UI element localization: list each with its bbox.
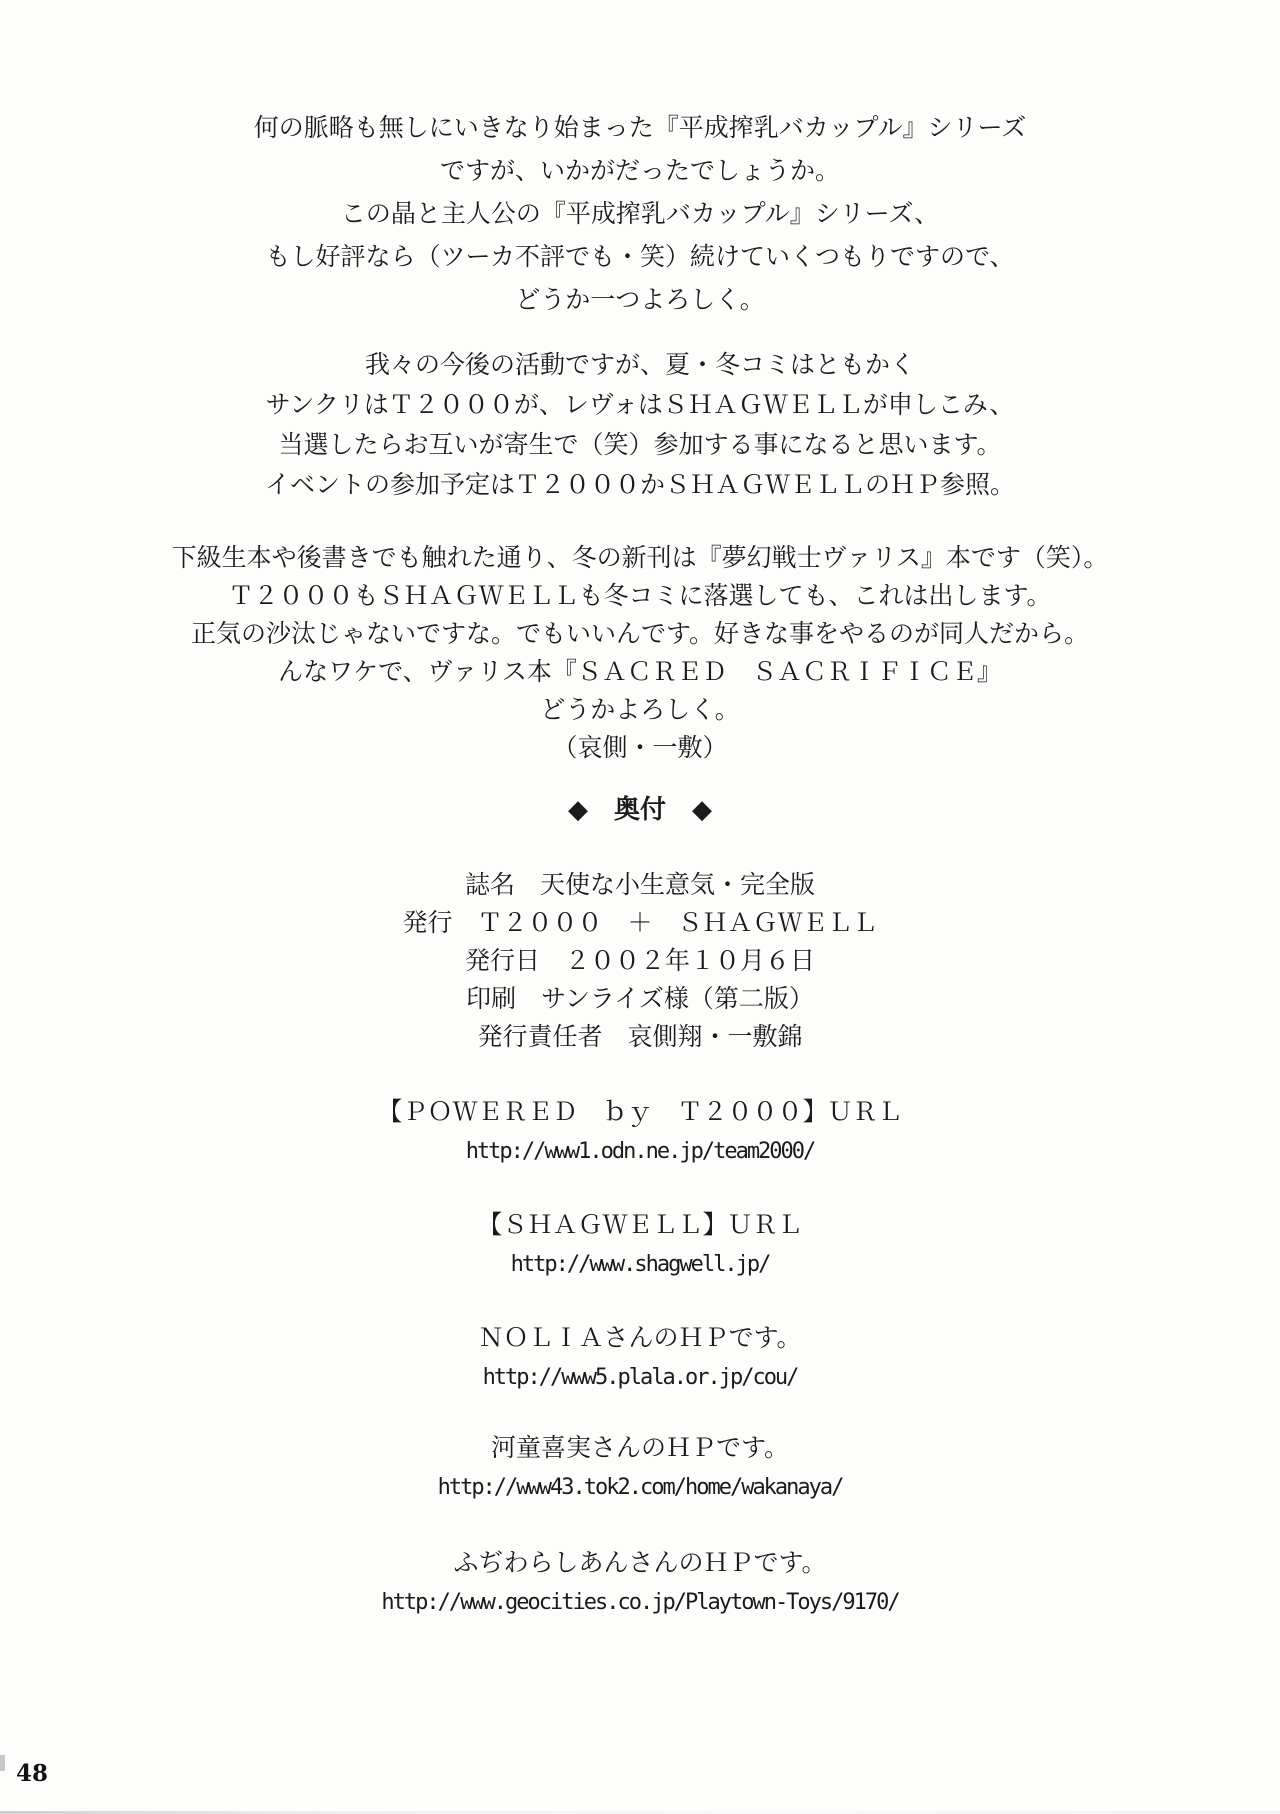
colophon-row-editors: 発行責任者 哀側翔・一敷錦 — [477, 1022, 803, 1051]
afterword-line: 正気の沙汰じゃないですな。でもいいんです。好きな事をやるのが同人だから。 — [190, 619, 1089, 648]
site-label: ＮＯＬＩＡさんのＨＰです。 — [478, 1323, 802, 1352]
scan-artifact — [0, 1755, 5, 1771]
site-link-block — [10, 1543, 1270, 1623]
site-link-block — [10, 1092, 1270, 1172]
afterword-line: 何の脈略も無しにいきなり始まった『平成搾乳バカップル』シリーズ — [253, 113, 1027, 142]
colophon-row-title: 誌名 天使な小生意気・完全版 — [464, 870, 815, 899]
site-url: http://www5.plala.or.jp/cou/ — [482, 1365, 798, 1390]
afterword-line: どうか一つよろしく。 — [515, 285, 765, 314]
afterword-line: もし好評なら（ツーカ不評でも・笑）続けていくつもりですので、 — [265, 242, 1015, 271]
afterword-paragraph-2 — [10, 345, 1270, 505]
afterword-line: ですが、いかがだったでしょうか。 — [439, 156, 840, 185]
site-label: 【ＳＨＡＧＷＥＬＬ】ＵＲＬ — [477, 1210, 803, 1239]
afterword-line: Ｔ２０００もＳＨＡＧＷＥＬＬも冬コミに落選しても、これは出します。 — [228, 581, 1052, 610]
afterword-paragraph-1 — [10, 106, 1270, 321]
site-url: http://www43.tok2.com/home/wakanaya/ — [437, 1475, 843, 1500]
page-number: 48 — [16, 1760, 49, 1787]
site-url: http://www.geocities.co.jp/Playtown-Toys/9170/ — [381, 1590, 899, 1615]
colophon-row-date: 発行日 ２００２年１０月６日 — [464, 946, 815, 975]
site-link-block — [10, 1428, 1270, 1508]
afterword-line: 我々の今後の活動ですが、夏・冬コミはともかく — [364, 350, 915, 379]
afterword-line: 下級生本や後書きでも触れた通り、冬の新刊は『夢幻戦士ヴァリス』本です（笑）。 — [171, 543, 1109, 572]
afterword-line: んなワケで、ヴァリス本『ＳＡＣＲＥＤ ＳＡＣＲＩＦＩＣＥ』 — [278, 657, 1002, 686]
afterword-line: サンクリはＴ２０００が、レヴォはＳＨＡＧＷＥＬＬが申しこみ、 — [265, 390, 1015, 419]
site-link-block — [10, 1318, 1270, 1398]
site-url: http://www1.odn.ne.jp/team2000/ — [465, 1139, 815, 1164]
site-label: 河童喜実さんのＨＰです。 — [490, 1433, 789, 1462]
site-link-block — [10, 1205, 1270, 1285]
colophon-row-publisher: 発行 Ｔ２０００ ＋ ＳＨＡＧＷＥＬＬ — [402, 908, 878, 937]
colophon-table — [10, 866, 1270, 1056]
site-label: ふぢわらしあんさんのＨＰです。 — [453, 1548, 827, 1577]
afterword-paragraph-3 — [10, 539, 1270, 767]
afterword-line: イベントの参加予定はＴ２０００かＳＨＡＧＷＥＬＬのＨＰ参照。 — [264, 470, 1015, 499]
site-label: 【ＰＯＷＥＲＥＤ ｂｙ Ｔ２０００】ＵＲＬ — [377, 1097, 903, 1126]
site-url: http://www.shagwell.jp/ — [510, 1252, 770, 1277]
colophon-header: ◆ 奥付 ◆ — [568, 795, 712, 825]
afterword-signature: （哀側・一敷） — [552, 733, 728, 762]
afterword-line: この晶と主人公の『平成搾乳バカップル』シリーズ、 — [340, 199, 940, 228]
afterword-line: どうかよろしく。 — [540, 695, 740, 724]
colophon-row-printer: 印刷 サンライズ様（第二版） — [466, 984, 814, 1013]
afterword-line: 当選したらお互いが寄生で（笑）参加する事になると思います。 — [278, 430, 1002, 459]
